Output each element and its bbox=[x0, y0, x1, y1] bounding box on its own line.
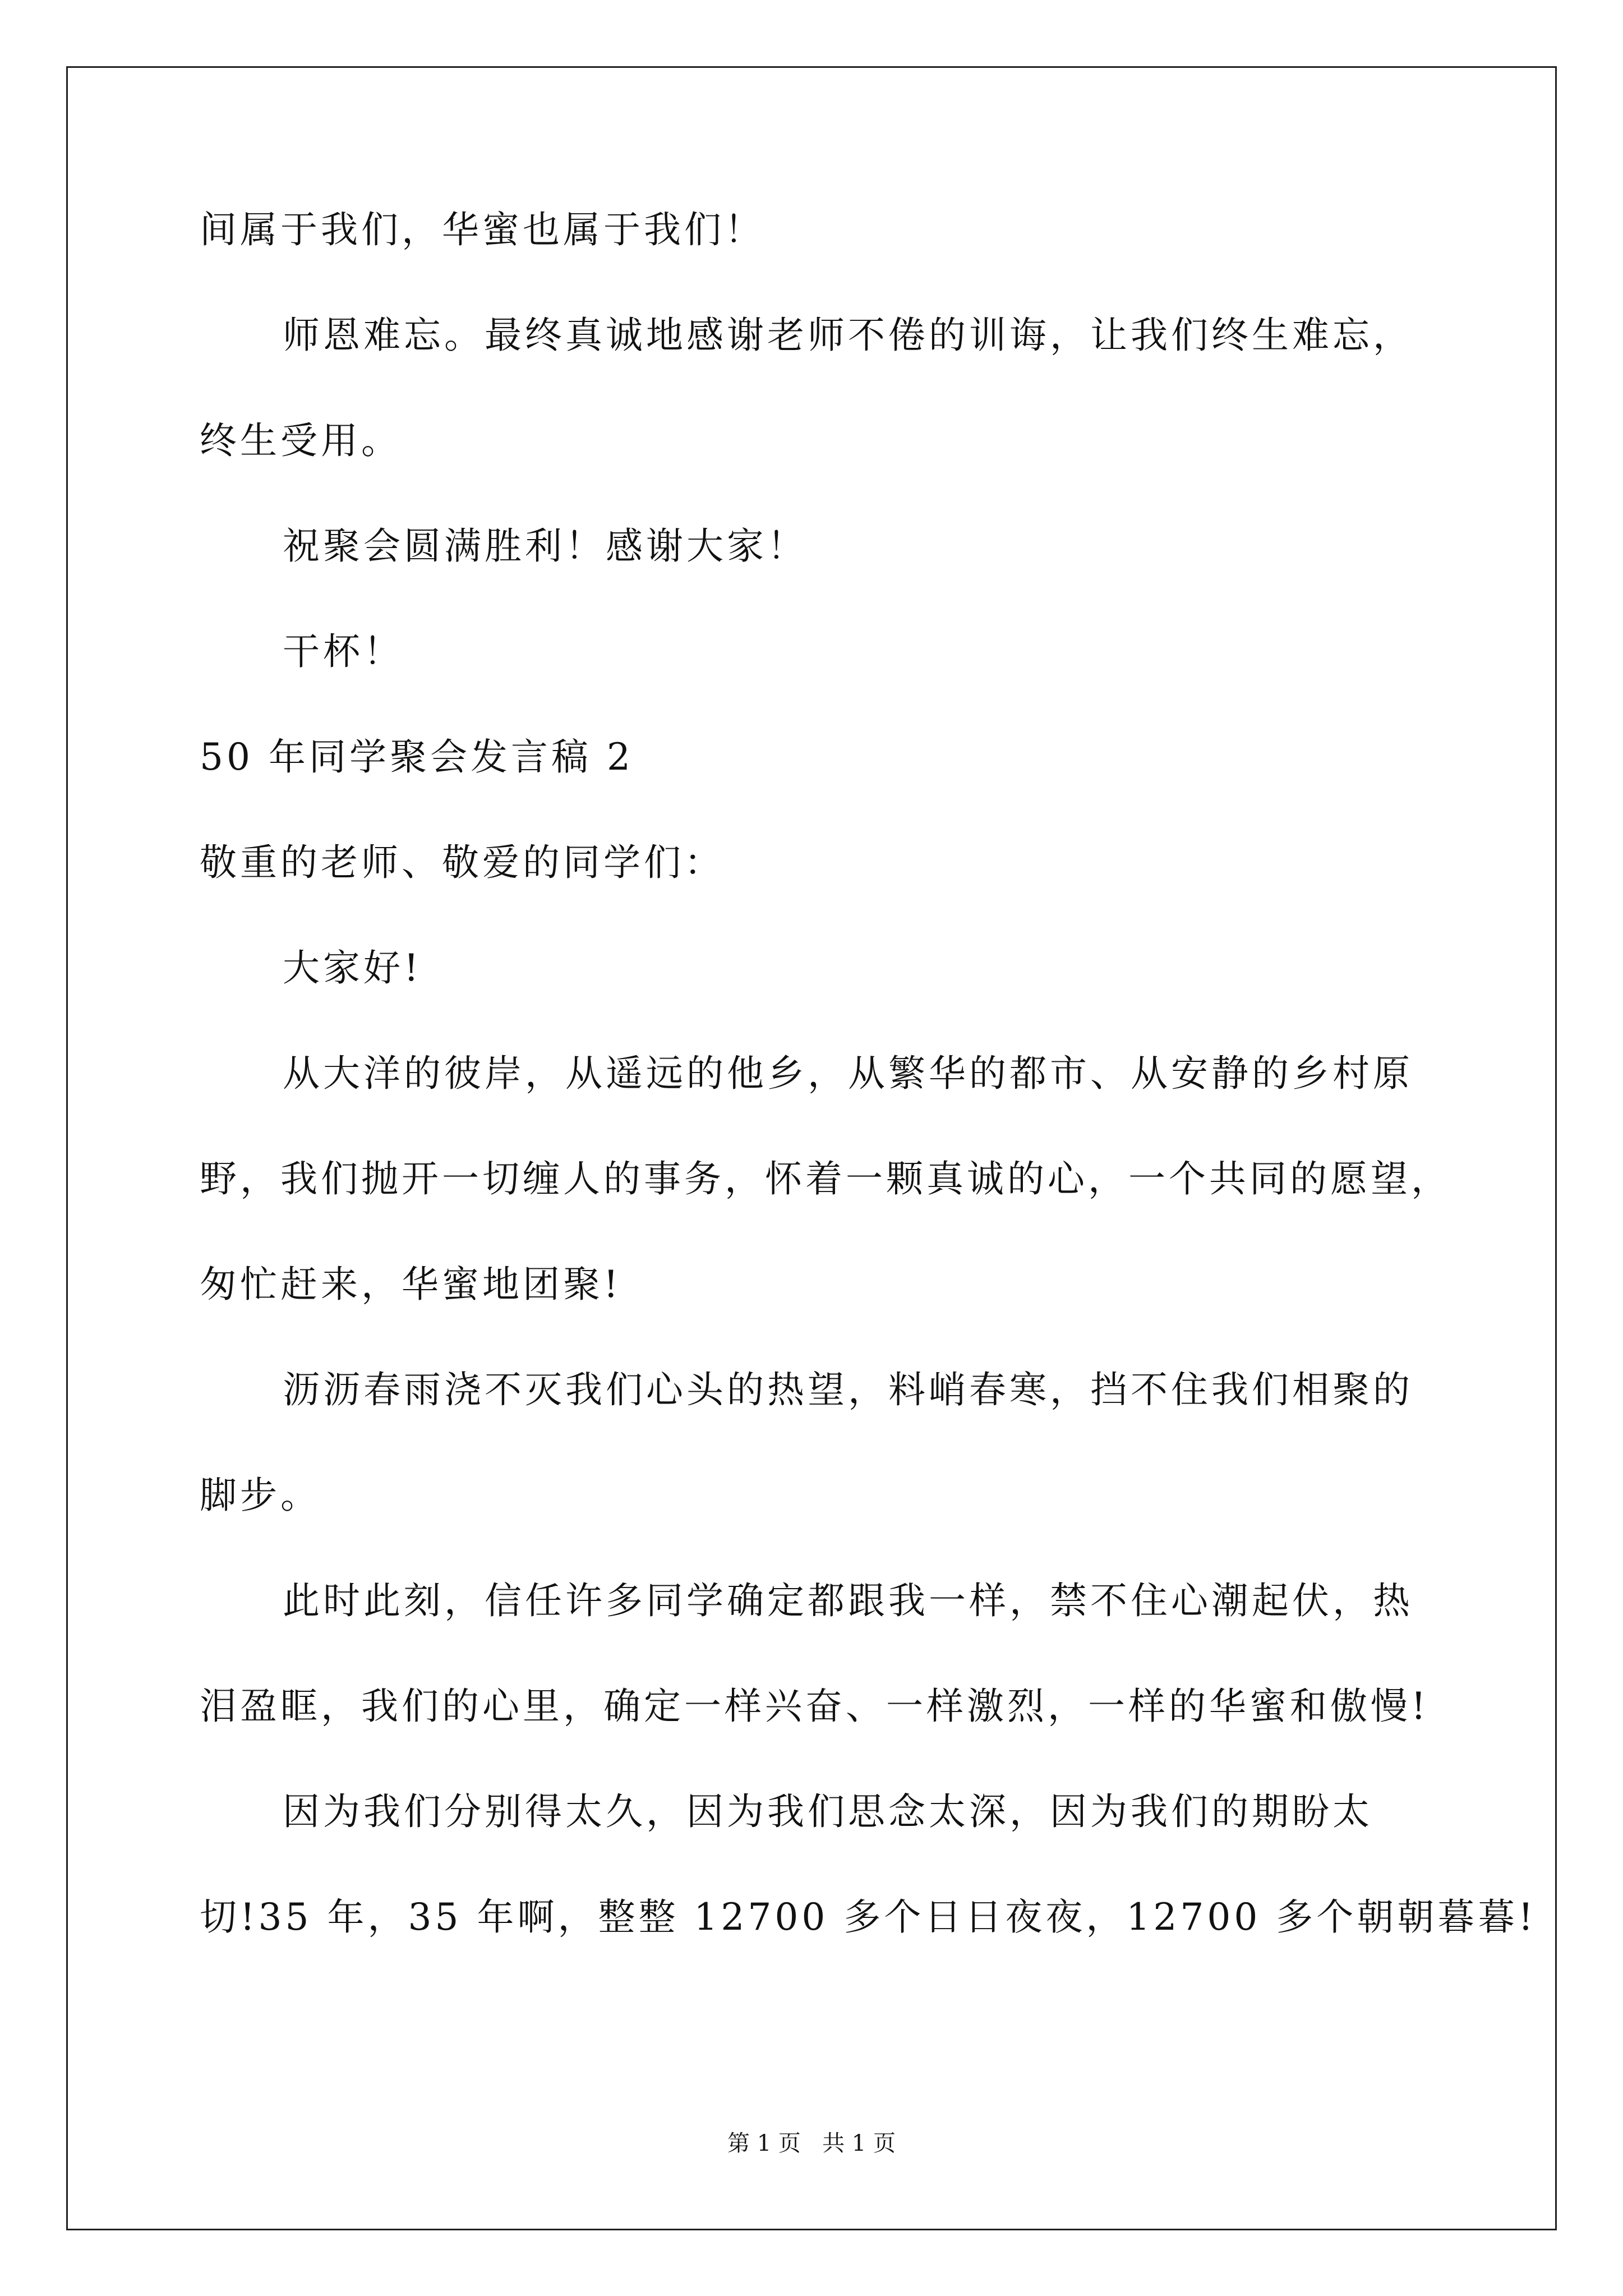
text-line: 沥沥春雨浇不灭我们心头的热望，料峭春寒，挡不住我们相聚的 bbox=[283, 1368, 1413, 1411]
text-line: 此时此刻，信任许多同学确定都跟我一样，禁不住心潮起伏，热 bbox=[283, 1579, 1413, 1622]
page-number-footer: 第 1 页 共 1 页 bbox=[727, 2131, 896, 2156]
text-line: 祝聚会圆满胜利！感谢大家！ bbox=[283, 524, 808, 568]
text-line: 师恩难忘。最终真诚地感谢老师不倦的训诲，让我们终生难忘， bbox=[283, 314, 1413, 357]
text-line: 大家好! bbox=[283, 946, 422, 990]
text-line: 野，我们抛开一切缠人的事务，怀着一颗真诚的心，一个共同的愿望， bbox=[200, 1157, 1451, 1200]
text-line: 间属于我们，华蜜也属于我们！ bbox=[200, 208, 765, 251]
text-line: 匆忙赶来，华蜜地团聚! bbox=[200, 1263, 622, 1306]
text-line: 切!35 年，35 年啊，整整 12700 多个日日夜夜，12700 多个朝朝暮暮! bbox=[200, 1895, 1537, 1939]
text-line: 从大洋的彼岸，从遥远的他乡，从繁华的都市、从安静的乡村原 bbox=[283, 1052, 1413, 1095]
salutation: 敬重的老师、敬爱的同学们： bbox=[200, 841, 725, 884]
text-line: 泪盈眶，我们的心里，确定一样兴奋、一样激烈，一样的华蜜和傲慢! bbox=[200, 1685, 1430, 1728]
text-line: 干杯！ bbox=[283, 630, 404, 673]
text-line: 脚步。 bbox=[200, 1474, 321, 1517]
section-heading: 50 年同学聚会发言稿 2 bbox=[200, 735, 634, 779]
text-line: 终生受用。 bbox=[200, 419, 402, 462]
text-line: 因为我们分别得太久，因为我们思念太深，因为我们的期盼太 bbox=[283, 1790, 1373, 1833]
